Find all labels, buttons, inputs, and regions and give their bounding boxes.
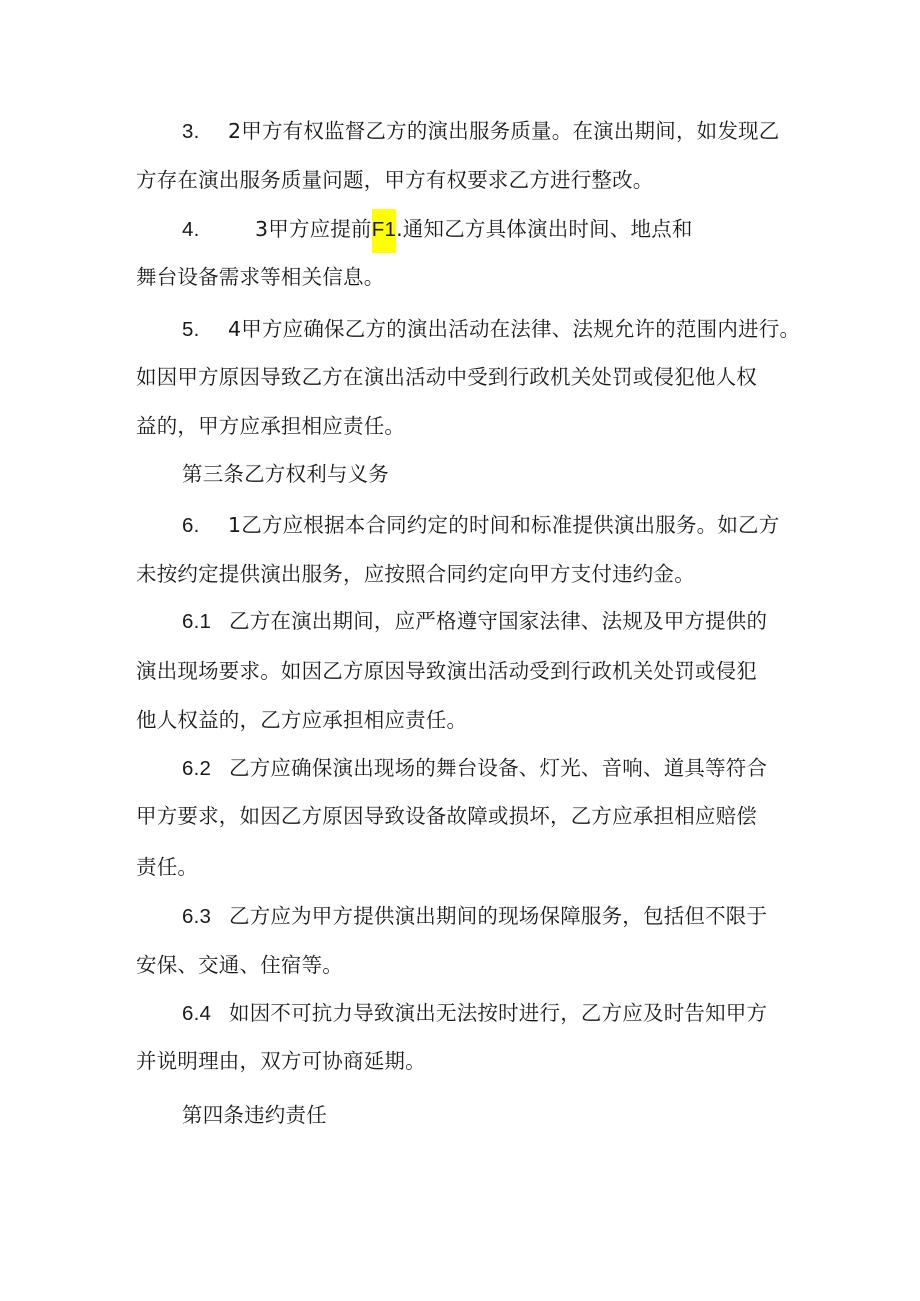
paragraph-6-3-line-2 (136, 950, 343, 980)
clause-number: 5. (182, 318, 200, 341)
clause-number: 6. (182, 514, 200, 537)
clause-text: 责任。 (136, 855, 199, 879)
paragraph-5-4-line-2 (136, 362, 757, 392)
section-heading-4 (182, 1100, 327, 1130)
paragraph-6-1-line-3 (136, 705, 467, 735)
paragraph-6-2-line-2 (136, 801, 757, 831)
paragraph-6-1-line-1 (182, 606, 767, 637)
paragraph-6-2-line-1 (182, 753, 767, 784)
paragraph-4-3-line-1 (182, 214, 693, 253)
clause-number: 6.2 (182, 757, 212, 780)
clause-text: 1乙方应根据本合同约定的时间和标准提供演出服务。如乙方 (228, 513, 780, 537)
paragraph-6-2-line-3 (136, 852, 198, 882)
section-heading-3 (182, 459, 389, 489)
paragraph-6-4-line-2 (136, 1046, 426, 1076)
clause-text: 乙方应确保演出现场的舞台设备、灯光、音响、道具等符合 (229, 756, 768, 780)
clause-number: 6.1 (182, 610, 212, 633)
clause-text: 4甲方应确保乙方的演出活动在法律、法规允许的范围内进行。 (228, 317, 801, 341)
paragraph-6-1a-line-2 (136, 559, 695, 589)
paragraph-3-2-line-1 (182, 116, 779, 147)
clause-number: 3. (182, 120, 200, 143)
clause-text: 如因不可抗力导致演出无法按时进行，乙方应及时告知甲方 (229, 1001, 768, 1025)
clause-text: 乙方在演出期间，应严格遵守国家法律、法规及甲方提供的 (229, 609, 768, 633)
clause-text: 并说明理由，双方可协商延期。 (136, 1049, 426, 1073)
paragraph-6-3-line-1 (182, 901, 767, 932)
clause-text: 乙方应为甲方提供演出期间的现场保障服务，包括但不限于 (229, 904, 768, 928)
paragraph-3-2-line-2 (136, 165, 654, 195)
clause-text: 安保、交通、住宿等。 (136, 953, 343, 977)
clause-text: 演出现场要求。如因乙方原因导致演出活动受到行政机关处罚或侵犯 (136, 659, 757, 683)
paragraph-5-4-line-3 (136, 411, 405, 441)
section-heading-text: 第三条乙方权利与义务 (182, 462, 389, 486)
clause-text-post: .通知乙方具体演出时间、地点和 (396, 217, 693, 241)
paragraph-6-4-line-1 (182, 998, 767, 1029)
clause-text: 2甲方有权监督乙方的演出服务质量。在演出期间，如发现乙 (228, 119, 780, 143)
clause-text: 甲方要求，如因乙方原因导致设备故障或损坏，乙方应承担相应赔偿 (136, 804, 757, 828)
section-heading-text: 第四条违约责任 (182, 1103, 327, 1127)
highlighted-text: F1 (372, 209, 396, 253)
paragraph-5-4-line-1 (182, 314, 800, 345)
paragraph-6-1-line-2 (136, 656, 757, 686)
clause-text-pre: 3甲方应提前 (255, 217, 372, 241)
clause-number: 4. (182, 218, 200, 241)
paragraph-4-3-line-2 (136, 262, 384, 292)
clause-text: 如因甲方原因导致乙方在演出活动中受到行政机关处罚或侵犯他人权 (136, 365, 757, 389)
clause-text: 舞台设备需求等相关信息。 (136, 265, 385, 289)
clause-text: 未按约定提供演出服务，应按照合同约定向甲方支付违约金。 (136, 562, 695, 586)
clause-text: 他人权益的，乙方应承担相应责任。 (136, 708, 468, 732)
paragraph-6-1a-line-1 (182, 510, 779, 541)
clause-text: 益的，甲方应承担相应责任。 (136, 414, 406, 438)
clause-number: 6.4 (182, 1002, 212, 1025)
clause-number: 6.3 (182, 905, 212, 928)
clause-text: 方存在演出服务质量问题，甲方有权要求乙方进行整改。 (136, 168, 654, 192)
